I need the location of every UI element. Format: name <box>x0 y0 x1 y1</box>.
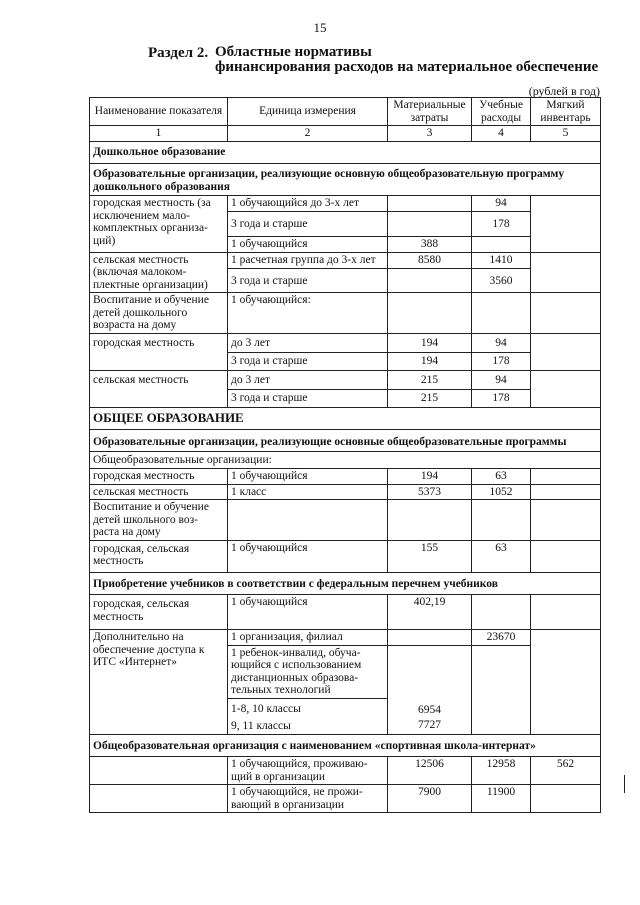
row-label: сельская местность <box>90 484 228 500</box>
table-row <box>90 252 601 269</box>
table-row <box>90 469 601 485</box>
unit-cell: 1 класс <box>228 484 388 500</box>
section-label: Раздел 2. <box>148 45 209 61</box>
study-cell <box>472 500 531 541</box>
material-cell: 8580 <box>388 252 472 269</box>
col-header-material: Материальные затраты <box>388 98 472 126</box>
col-number: 1 <box>90 126 228 142</box>
material-cell: 402,19 <box>388 595 472 630</box>
table-row <box>90 630 601 646</box>
section-row <box>90 734 601 757</box>
material-cell: 12506 <box>388 757 472 785</box>
material-cell: 388 <box>388 237 472 253</box>
row-label: городская местность <box>90 333 228 370</box>
col-header-name: Наименование показателя <box>90 98 228 126</box>
unit-cell: 1-8, 10 классы <box>228 698 388 716</box>
row-label: городская, сельская местность <box>90 540 228 572</box>
material-cell: 194 <box>388 353 472 371</box>
table-row <box>90 540 601 572</box>
material-cell: 194 <box>388 469 472 485</box>
section-row <box>90 141 601 164</box>
unit-cell: 1 обучающийся <box>228 237 388 253</box>
col-number: 2 <box>228 126 388 142</box>
study-cell <box>472 293 531 334</box>
study-cell: 3560 <box>472 269 531 293</box>
study-cell: 63 <box>472 469 531 485</box>
table-row <box>90 196 601 212</box>
unit-cell: 1 организация, филиал <box>228 630 388 646</box>
section-row <box>90 572 601 595</box>
soft-cell <box>531 540 601 572</box>
unit-cell: 1 обучающийся, не прожи-вающий в организации <box>228 785 388 813</box>
table-row <box>90 500 601 541</box>
unit-cell: 3 года и старше <box>228 269 388 293</box>
soft-cell <box>531 500 601 541</box>
row-label: городская местность <box>90 469 228 485</box>
unit-cell <box>228 500 388 541</box>
orgs-label: Общеобразовательные организации: <box>90 451 601 469</box>
row-label: сельская местность <box>90 370 228 407</box>
margin-mark <box>624 775 625 793</box>
subsection-title: Образовательные организации, реализующие основную общеобразовательную программу дошкольного образования <box>90 164 601 196</box>
study-cell: 94 <box>472 333 531 353</box>
unit-cell: 1 обучающийся: <box>228 293 388 334</box>
row-label <box>90 757 228 785</box>
page-number: 15 <box>313 20 327 35</box>
study-cell: 11900 <box>472 785 531 813</box>
material-value: 6954 <box>418 703 441 716</box>
study-cell: 12958 <box>472 757 531 785</box>
soft-cell <box>531 469 601 485</box>
unit-cell: 1 обучающийся до 3-х лет <box>228 196 388 212</box>
section-title-textbooks: Приобретение учебников в соответствии с федеральным перечнем учебников <box>90 572 601 595</box>
col-header-study: Учебные расходы <box>472 98 531 126</box>
material-cell <box>388 269 472 293</box>
study-cell: 23670 <box>472 630 531 646</box>
material-cell: 155 <box>388 540 472 572</box>
page-title <box>215 45 598 75</box>
unit-cell: 3 года и старше <box>228 211 388 237</box>
soft-cell <box>531 333 601 370</box>
study-cell <box>472 237 531 253</box>
study-cell: 1052 <box>472 484 531 500</box>
unit-cell: 3 года и старше <box>228 353 388 371</box>
soft-cell: 562 <box>531 757 601 785</box>
material-cell <box>388 630 472 646</box>
column-number-row <box>90 126 601 142</box>
material-cell: 5373 <box>388 484 472 500</box>
header-row <box>90 98 601 126</box>
unit-cell: 9, 11 классы <box>228 716 388 734</box>
table-row <box>90 757 601 785</box>
material-cell: 215 <box>388 370 472 390</box>
subsection-row <box>90 451 601 469</box>
row-label: Воспитание и обучение детей школьного воз-раста на дому <box>90 500 228 541</box>
study-cell: 178 <box>472 211 531 237</box>
table-row <box>90 595 601 630</box>
norms-table <box>89 97 601 813</box>
soft-cell <box>531 630 601 735</box>
unit-cell: 1 расчетная группа до 3-х лет <box>228 252 388 269</box>
unit-cell: до 3 лет <box>228 370 388 390</box>
row-label: Дополнительно на обеспечение доступа к ИТС «Интернет» <box>90 630 228 735</box>
col-header-unit: Единица измерения <box>228 98 388 126</box>
study-cell <box>472 595 531 630</box>
unit-cell: 1 обучающийся <box>228 469 388 485</box>
unit-note: (рублей в год) <box>528 84 600 98</box>
soft-cell <box>531 252 601 293</box>
material-cell <box>388 293 472 334</box>
soft-cell <box>531 370 601 407</box>
study-cell: 94 <box>472 196 531 212</box>
col-header-soft: Мягкий инвентарь <box>531 98 601 126</box>
soft-cell <box>531 484 601 500</box>
section-title-sport-school: Общеобразовательная организация с наименованием «спортивная школа-интернат» <box>90 734 601 757</box>
table-row <box>90 370 601 390</box>
study-cell: 1410 <box>472 252 531 269</box>
material-cell: 215 <box>388 390 472 408</box>
study-cell: 178 <box>472 353 531 371</box>
subsection-row <box>90 430 601 452</box>
soft-cell <box>531 293 601 334</box>
table-row <box>90 333 601 353</box>
row-label: городская, сельская местность <box>90 595 228 630</box>
unit-cell: 3 года и старше <box>228 390 388 408</box>
unit-cell: 1 обучающийся, проживаю-щий в организации <box>228 757 388 785</box>
subsection-title: Образовательные организации, реализующие основные общеобразовательные программы <box>90 430 601 452</box>
table-row <box>90 484 601 500</box>
study-cell: 178 <box>472 390 531 408</box>
unit-cell: 1 обучающийся <box>228 540 388 572</box>
study-cell: 63 <box>472 540 531 572</box>
section-title-general: ОБЩЕЕ ОБРАЗОВАНИЕ <box>90 407 601 430</box>
unit-cell: 1 обучающийся <box>228 595 388 630</box>
material-cell <box>388 500 472 541</box>
soft-cell <box>531 785 601 813</box>
material-value: 7727 <box>418 719 441 731</box>
material-cell <box>388 196 472 212</box>
material-cell <box>388 645 472 734</box>
section-title-preschool: Дошкольное образование <box>90 141 601 164</box>
row-label: Воспитание и обучение детей дошкольного возраста на дому <box>90 293 228 334</box>
study-cell <box>472 645 531 734</box>
subsection-row <box>90 164 601 196</box>
unit-cell: 1 ребенок-инвалид, обуча-ющийся с использованием дистанционных образова-тельных технологий <box>228 645 388 698</box>
material-cell: 7900 <box>388 785 472 813</box>
row-label <box>90 785 228 813</box>
col-number: 5 <box>531 126 601 142</box>
row-label: сельская местность (включая малоком-плектные организации) <box>90 252 228 293</box>
soft-cell <box>531 595 601 630</box>
soft-cell <box>531 196 601 253</box>
col-number: 3 <box>388 126 472 142</box>
study-cell: 94 <box>472 370 531 390</box>
row-label: городская местность (за исключением мало-комплектных организа-ций) <box>90 196 228 253</box>
material-cell <box>388 211 472 237</box>
table-row <box>90 785 601 813</box>
unit-cell: до 3 лет <box>228 333 388 353</box>
table-row <box>90 293 601 334</box>
section-row <box>90 407 601 430</box>
material-cell: 194 <box>388 333 472 353</box>
title-line-2: финансирования расходов на материальное обеспечение <box>215 59 599 75</box>
title-line-1: Областные нормативы <box>215 44 372 60</box>
col-number: 4 <box>472 126 531 142</box>
